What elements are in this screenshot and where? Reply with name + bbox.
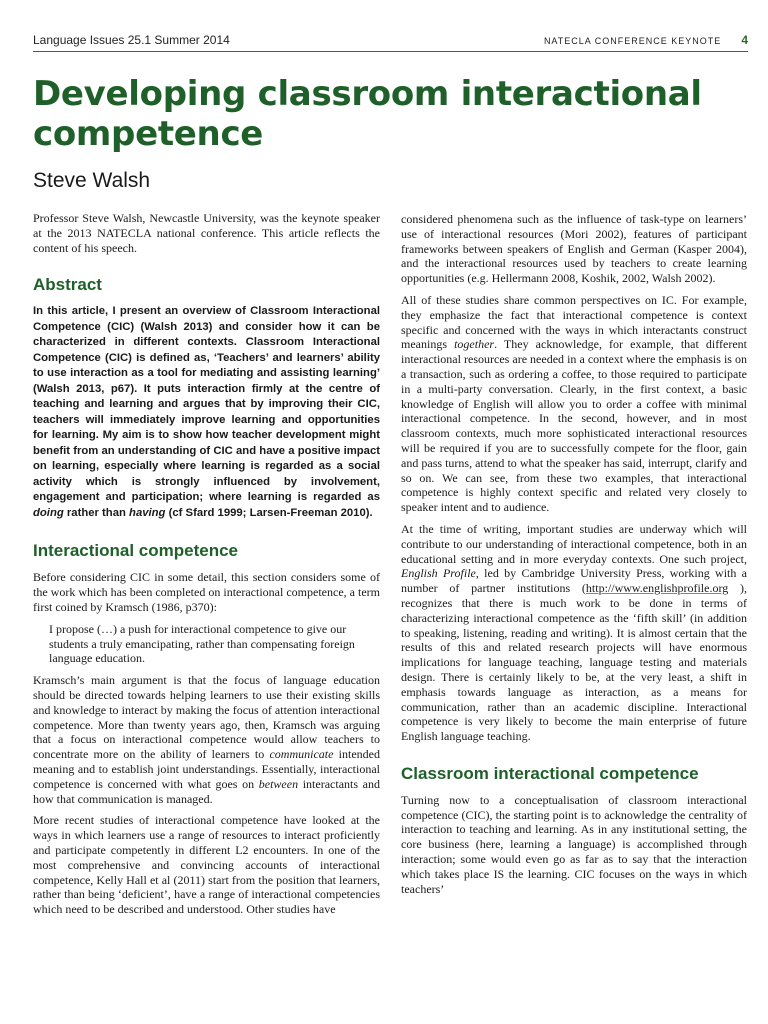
intro-paragraph: Professor Steve Walsh, Newcastle University, was the keynote speaker at the 2013 NATECLA national conference. This article reflects the content of his speech.	[33, 211, 380, 255]
interactional-competence-heading: Interactional competence	[33, 541, 239, 561]
body-text: interactants and how that communication is managed.	[33, 776, 380, 806]
body-text: ), recognizes that there is much work to be done in terms of characterizing interactional competence as the ‘fifth skill’ (in addition to speaking, listening, reading and writing). It is almost certain that the results of this and related research projects will have enormous implications for language teaching, language testing and materials design. There is certainly likely to be, at the very least, a shift in emphasis towards language as interaction, as a means for communication, rather than an academic discipline. Interactional competence is very likely to become the main enterprise of future English language teaching.	[401, 581, 747, 744]
body-emphasis: communicate	[269, 747, 334, 762]
section-name: NATECLA CONFERENCE KEYNOTE	[543, 36, 722, 46]
abstract-text: In this article, I present an overview of Classroom Interactional Competence (CIC) (Walsh 2013) and consider how it can be characterized in different contexts. Classroom Interactional Competence (CIC) is defined as, ‘Teachers’ and learners’ ability to use interaction as a tool for mediating and assisting learning’ (Walsh 2013, p67). It puts interaction firmly at the centre of teaching and learning and argues that by improving their CIC, teachers will immediately improve learning and opportunities for learning. My aim is to show how teacher development might benefit from an understanding of CIC and have a positive impact on learning, especially where learning is regarded as a social activity which is strongly influenced by involvement, engagement and participation; where learning is regarded as	[33, 305, 380, 504]
body-text: All of these studies share common perspectives on IC. For example, they emphasize the fact that interactional competence is context specific and concerned with the ways in which interactants construct meanings	[401, 292, 747, 352]
abstract-text: (cf Sfard 1999; Larsen-Freeman 2010).	[165, 506, 373, 519]
body-text: Kramsch’s main argument is that the focus of language education should be directed towards helping learners to use their existing skills and knowledge to interact by making the focus of attention interactional competence. More than twenty years ago, then, Kramsch was arguing that a focus on interactional competence would allow teachers to concentrate more on the ability of learners to	[33, 673, 380, 762]
classroom-ic-heading: Classroom interactional competence	[401, 763, 699, 783]
left-column	[33, 211, 380, 924]
article-title: Developing classroom interactional competence	[33, 74, 702, 154]
abstract-paragraph	[33, 304, 380, 521]
body-emphasis: English Profile	[401, 566, 476, 581]
body-text: intended meaning and to establish joint understandings. Essentially, interactional competence is concerned with what goes on	[33, 747, 380, 791]
english-profile-link[interactable]: http://www.englishprofile.org	[585, 581, 729, 596]
body-emphasis: between	[258, 776, 299, 791]
abstract-heading: Abstract	[33, 275, 102, 295]
article-author: Steve Walsh	[33, 169, 151, 192]
body-paragraph: considered phenomena such as the influence of task-type on learners’ use of interactional resources (Mori 2002), features of participant frameworks between speakers of English and German (Kasper 2004), and the interactional resources used by teachers to create learning opportunities (e.g. Hellermann 2008, Koshik, 2002, Walsh 2002).	[401, 212, 747, 286]
abstract-text: rather than	[63, 506, 130, 519]
body-emphasis: together	[454, 337, 495, 352]
body-text: At the time of writing, important studies are underway which will contribute to our understanding of interactional competence, both in an educational setting and in more everyday contexts. One such project,	[401, 521, 747, 566]
body-paragraph: Turning now to a conceptualisation of classroom interactional competence (CIC), the starting point is to acknowledge the centrality of interaction to teaching and learning. As in any institutional setting, the core business (here, learning a language) is accomplished through interaction; some would even go as far as to say that the interaction which takes place IS the learning. CIC focuses on the ways in which teachers’	[401, 792, 747, 896]
page-number: 4	[741, 33, 748, 47]
body-paragraph: Before considering CIC in some detail, this section considers some of the work which has been completed on interactional competence, a term first coined by Kramsch (1986, p370):	[33, 570, 380, 614]
running-header	[33, 33, 748, 52]
kramsch-quote: I propose (…) a push for interactional competence to give our students a truly emancipating, rather than compensating foreign language education.	[49, 621, 355, 666]
body-paragraph	[401, 293, 747, 515]
section-label	[544, 33, 748, 47]
body-paragraph	[33, 673, 380, 806]
right-column	[401, 212, 747, 903]
body-text: . They acknowledge, for example, that different interactional resources are needed in a context where the emphasis is on a transaction, such as ordering a coffee, to those required to participate in a multi-party conversation. Clearly, in the first context, a basic knowledge of English will allow you to order a coffee with minimal interactional competence. In the second, however, and in most classroom contexts, much more sophisticated interactional resources will be required if you are to successfully compete for the floor, gain and pass turns, attend to what the speaker has said, interrupt, clarify and so on. We can see, from these two examples, that interactional competence is highly context specific and related very closely to speaker intent and to audience.	[401, 337, 748, 515]
body-paragraph: More recent studies of interactional competence have looked at the ways in which learners use a range of resources to interact proficiently and participate competently in different L2 encounters. In one of the most comprehensive and convincing accounts of interactional competence, Kelly Hall et al (2011) start from the position that learners, rather than being ‘deficient’, have a range of interactional competencies which need to be described and understood. Other studies have	[33, 813, 380, 917]
publication-info: Language Issues 25.1 Summer 2014	[33, 33, 230, 47]
body-paragraph	[401, 522, 747, 744]
abstract-emphasis: having	[129, 506, 166, 519]
body-text: , led by Cambridge University Press, working with a number of partner institutions (	[401, 566, 747, 596]
abstract-emphasis: doing	[33, 506, 64, 519]
